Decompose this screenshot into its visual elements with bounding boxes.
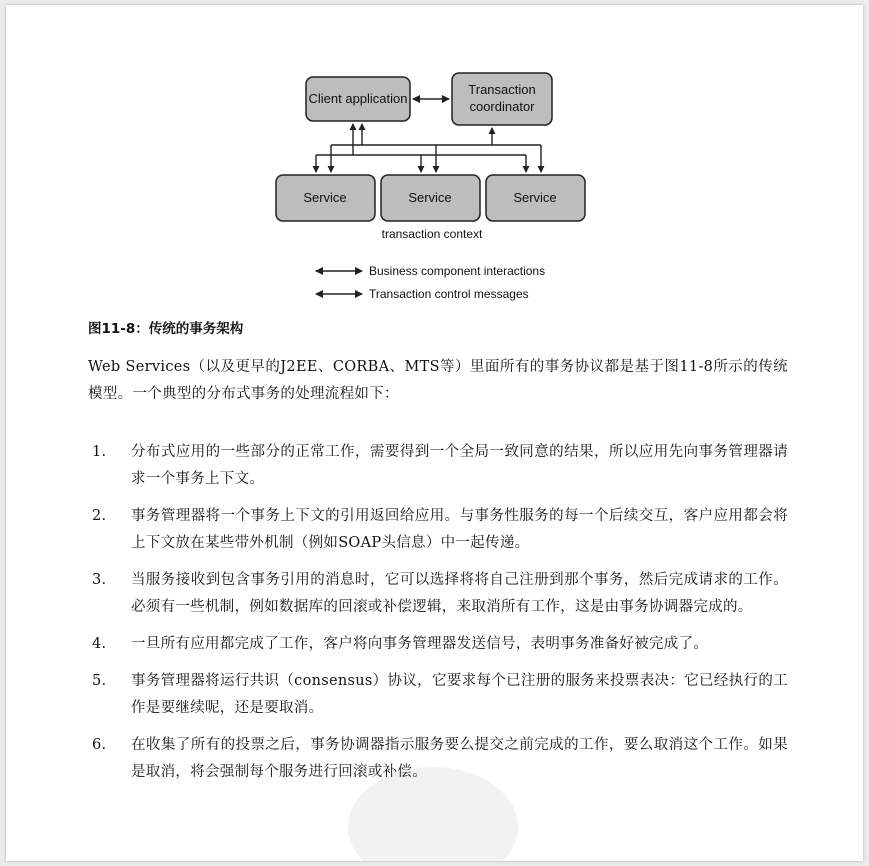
coordinator-label-line2: coordinator: [469, 99, 535, 114]
list-item: [88, 631, 788, 658]
step-number: 3.: [92, 572, 107, 588]
step-text: 事务管理器将运行共识（consensus）协议，它要求每个已注册的服务来投票表决：它已经执行的工作是要继续呢，还是要取消。: [131, 673, 788, 716]
legend-business-label: Business component interactions: [369, 264, 546, 278]
step-text: 在收集了所有的投票之后，事务协调器指示服务要么提交之前完成的工作，要么取消这个工作。如果是取消，将会强制每个服务进行回滚或补偿。: [131, 737, 788, 780]
intro-paragraph: Web Services（以及更早的J2EE、CORBA、MTS等）里面所有的事务协议都是基于图11-8所示的传统模型。一个典型的分布式事务的处理流程如下：: [88, 359, 788, 402]
list-item: [88, 439, 788, 493]
step-number: 1.: [92, 444, 107, 460]
list-item: [88, 668, 788, 722]
list-item: [88, 567, 788, 621]
list-item: [88, 503, 788, 557]
transaction-architecture-diagram: [6, 5, 863, 315]
document-page: [6, 5, 863, 861]
step-number: 2.: [92, 508, 107, 524]
step-number: 5.: [92, 673, 107, 689]
step-text: 事务管理器将一个事务上下文的引用返回给应用。与事务性服务的每一个后续交互，客户应用都会将上下文放在某些带外机制（例如SOAP头信息）中一起传递。: [131, 508, 788, 551]
step-text: 当服务接收到包含事务引用的消息时，它可以选择将将自己注册到那个事务，然后完成请求的工作。必须有一些机制，例如数据库的回滚或补偿逻辑，来取消所有工作，这是由事务协调器完成的。: [131, 572, 788, 615]
service-label-3: Service: [513, 190, 557, 205]
process-steps-list: [88, 439, 788, 796]
client-application-label: Client application: [308, 91, 408, 106]
connector-lines: [316, 124, 541, 172]
step-text: 分布式应用的一些部分的正常工作，需要得到一个全局一致同意的结果，所以应用先向事务管理器请求一个事务上下文。: [131, 444, 788, 487]
service-label-2: Service: [408, 190, 452, 205]
coordinator-label-line1: Transaction: [468, 82, 536, 97]
step-text: 一旦所有应用都完成了工作，客户将向事务管理器发送信号，表明事务准备好被完成了。: [131, 636, 709, 652]
figure-caption: 图11-8：传统的事务架构: [88, 321, 244, 337]
step-number: 6.: [92, 737, 107, 753]
legend-control-label: Transaction control messages: [369, 287, 529, 301]
service-label-1: Service: [303, 190, 347, 205]
transaction-context-label: transaction context: [381, 227, 483, 241]
step-number: 4.: [92, 636, 107, 652]
